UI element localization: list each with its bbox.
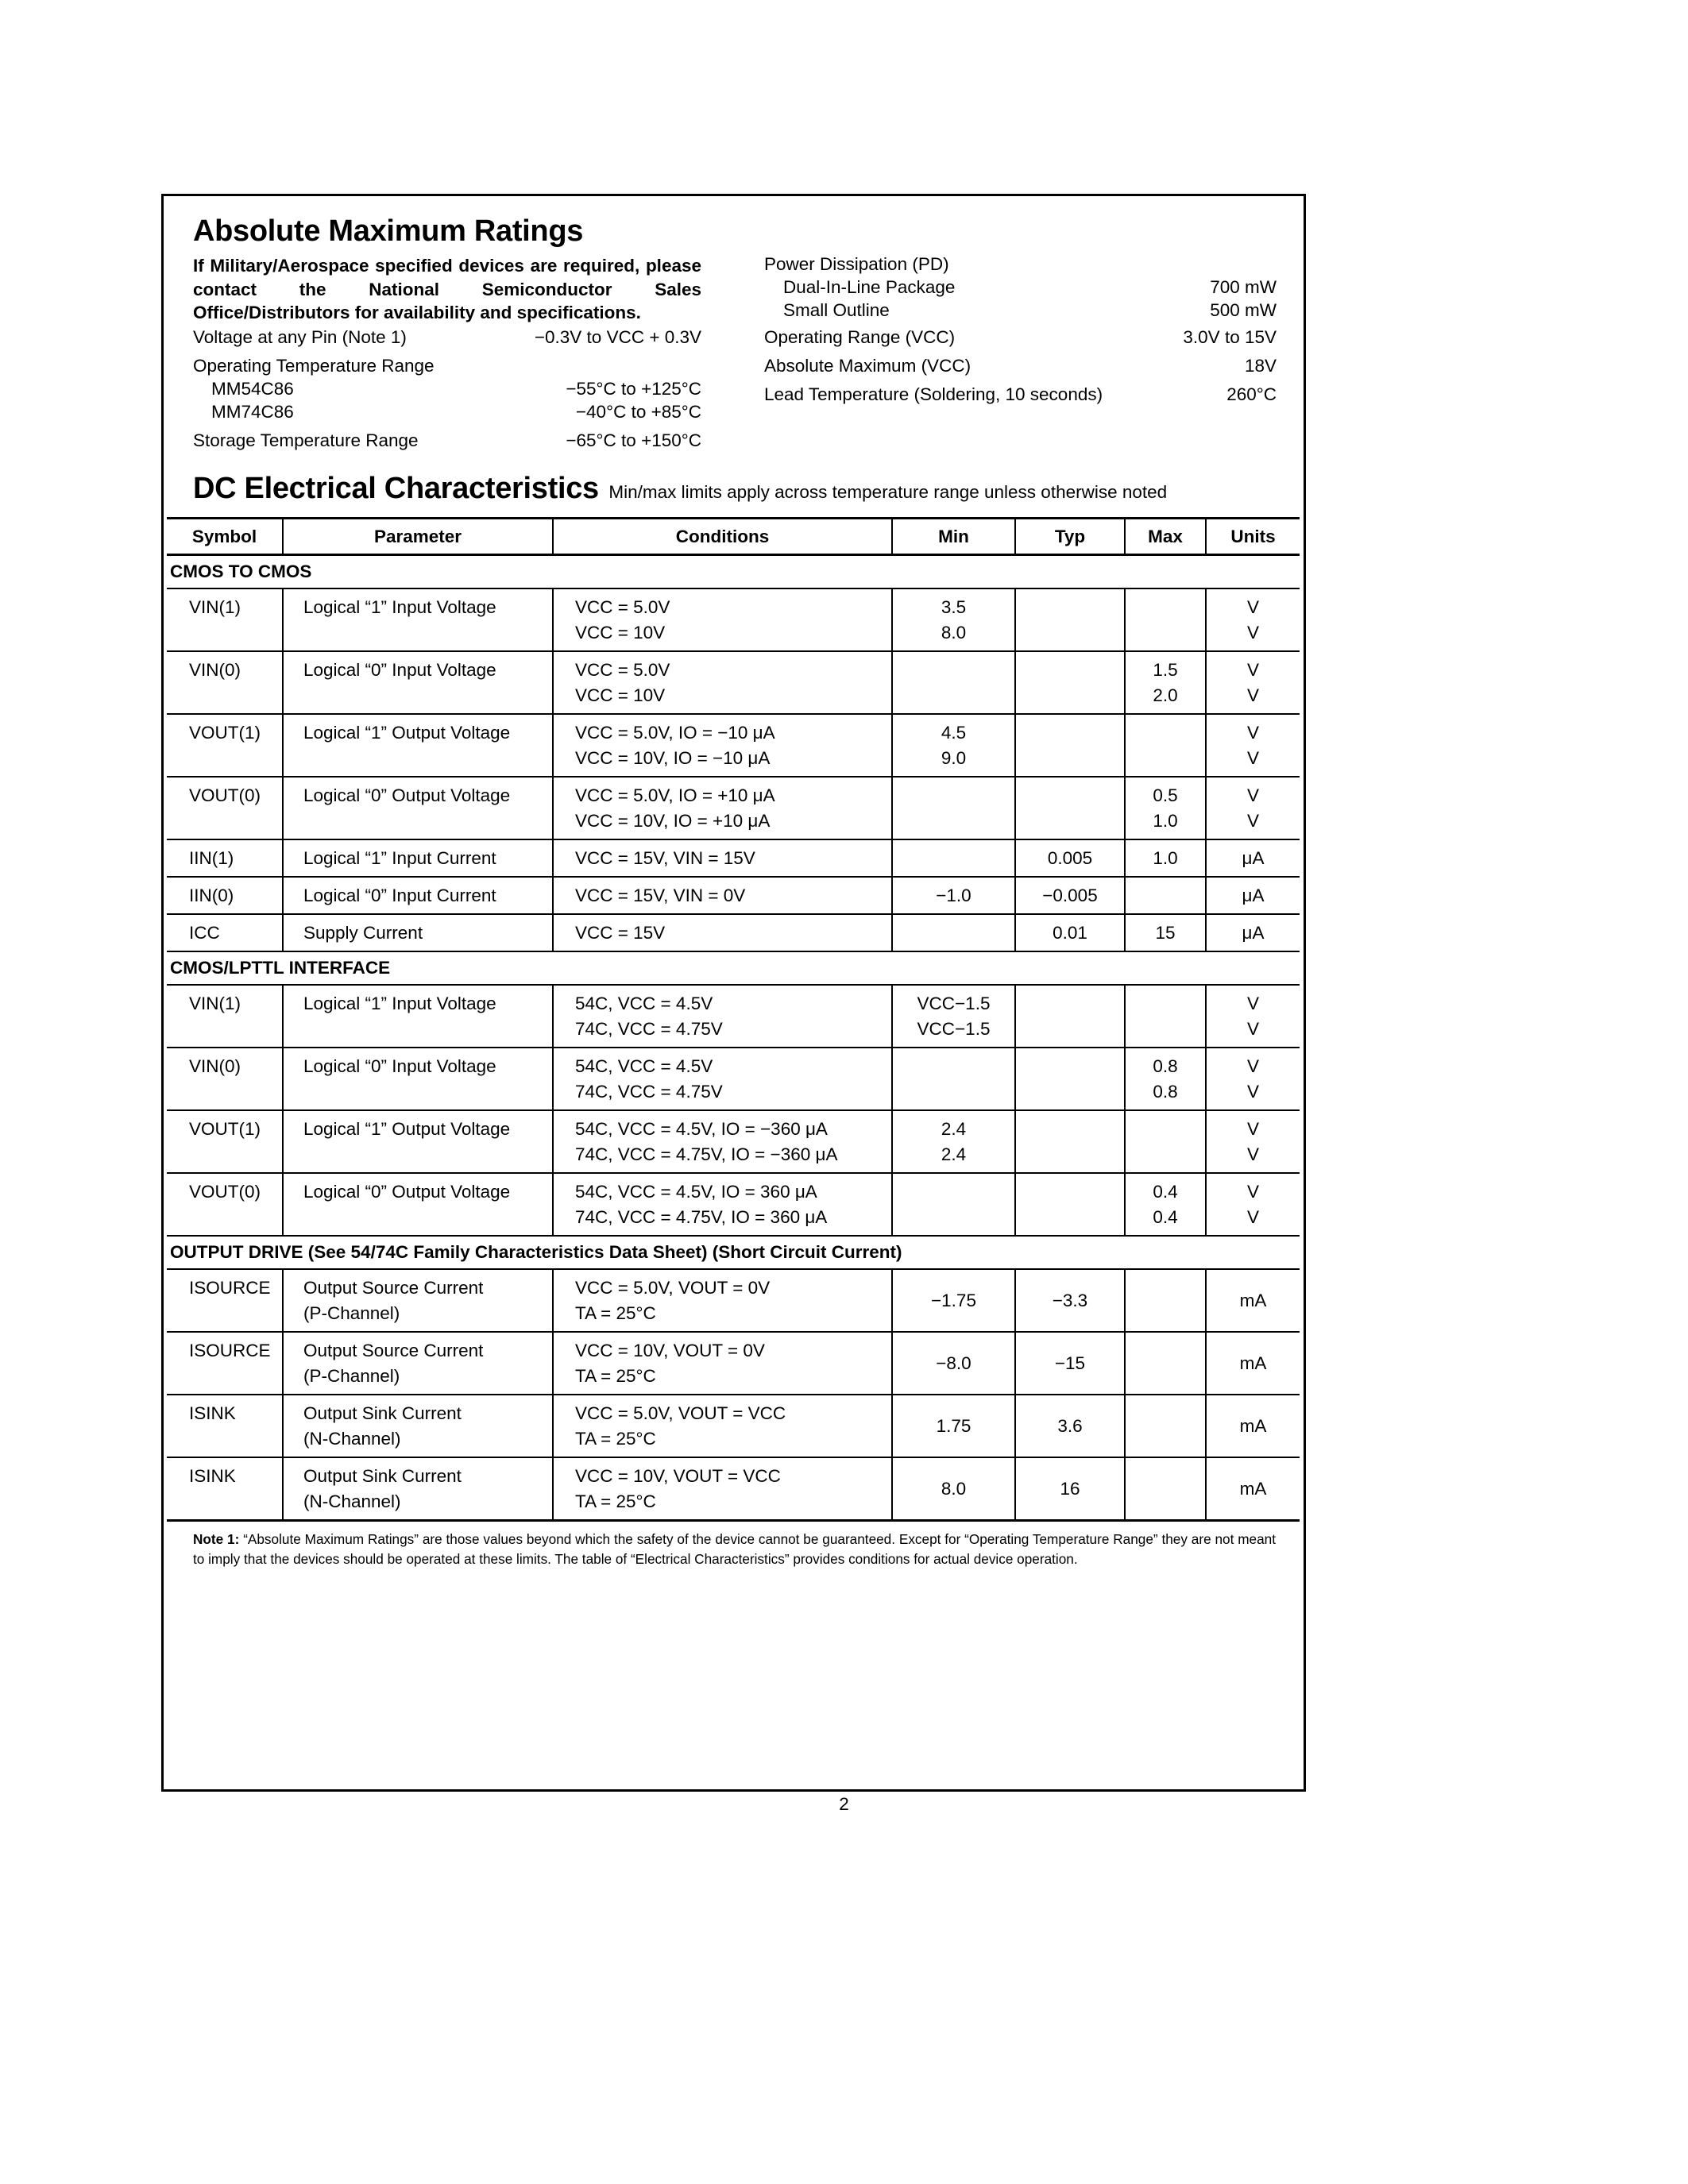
conditions-cell-line: 74C, VCC = 4.75V, IO = −360 μA [575,1144,838,1164]
table-row [167,877,1300,914]
min-cell [892,1457,1015,1521]
max-cell-line: 0.8 [1153,1082,1178,1102]
page-number: 2 [839,1794,849,1814]
symbol-cell-text: VOUT(1) [189,1119,261,1139]
max-cell-line: 0.5 [1153,785,1178,805]
section-row [167,1236,1300,1269]
conditions-cell-line: VCC = 10V [575,685,666,705]
conditions-cell [553,1110,892,1173]
symbol-cell-text: ISINK [189,1466,236,1486]
conditions-cell-line: 54C, VCC = 4.5V, IO = 360 μA [575,1182,817,1202]
rating-row [193,356,701,376]
rating-value: −0.3V to VCC + 0.3V [534,327,701,347]
parameter-cell-line: Output Sink Current [303,1403,462,1423]
conditions-cell-line: VCC = 5.0V [575,597,670,617]
conditions-cell-line: TA = 25°C [575,1366,656,1386]
conditions-cell-line: 74C, VCC = 4.75V [575,1082,723,1102]
rating-row [211,379,701,399]
min-cell-line: 1.75 [936,1416,971,1436]
units-cell [1206,877,1300,914]
conditions-cell-line: VCC = 15V, VIN = 15V [575,848,755,868]
min-cell-line: VCC−1.5 [917,1019,991,1039]
rating-row [764,384,1277,405]
min-cell-line: 8.0 [941,623,967,642]
column-header: Max [1125,519,1206,555]
conditions-cell [553,588,892,651]
units-cell [1206,1457,1300,1521]
min-cell [892,1332,1015,1395]
table-row [167,839,1300,877]
typ-cell-line: −3.3 [1052,1291,1088,1310]
parameter-cell-line: Supply Current [303,923,423,943]
units-cell-line: V [1246,1056,1259,1076]
table-row [167,1457,1300,1521]
parameter-cell [283,1457,553,1521]
typ-cell [1015,914,1125,951]
rating-value: −55°C to +125°C [566,379,701,399]
conditions-cell-line: VCC = 10V, VOUT = VCC [575,1466,781,1486]
units-cell [1206,1048,1300,1110]
symbol-cell [167,1048,283,1110]
min-cell [892,714,1015,777]
min-cell-line: 2.4 [941,1144,967,1164]
absolute-max-title: Absolute Maximum Ratings [193,214,584,248]
rating-row [764,356,1277,376]
parameter-cell [283,877,553,914]
symbol-cell [167,1173,283,1236]
conditions-cell [553,1173,892,1236]
conditions-cell [553,985,892,1048]
parameter-cell [283,1173,553,1236]
rating-row [211,402,701,423]
table-row [167,1332,1300,1395]
parameter-cell [283,651,553,714]
symbol-cell-text: ICC [189,923,220,943]
units-cell-line: μA [1242,923,1265,943]
units-cell-line: mA [1239,1479,1267,1499]
units-cell [1206,714,1300,777]
parameter-cell [283,839,553,877]
units-cell [1206,1395,1300,1457]
min-cell [892,651,1015,714]
section-title: CMOS/LPTTL INTERFACE [167,951,1300,985]
table-row [167,1048,1300,1110]
symbol-cell [167,1332,283,1395]
min-cell [892,1110,1015,1173]
max-cell [1125,588,1206,651]
units-cell-line: V [1246,1119,1259,1139]
typ-cell [1015,777,1125,839]
rating-label: Storage Temperature Range [193,430,419,450]
parameter-cell [283,914,553,951]
max-cell [1125,1269,1206,1332]
typ-cell-line: 0.01 [1053,923,1087,943]
units-cell-line: V [1246,811,1259,831]
min-cell-line: VCC−1.5 [917,994,991,1013]
max-cell [1125,651,1206,714]
min-cell [892,839,1015,877]
rating-label: Operating Temperature Range [193,356,435,376]
units-cell [1206,1173,1300,1236]
max-cell [1125,877,1206,914]
typ-cell-line: 0.005 [1047,848,1093,868]
rating-row [783,300,1277,321]
units-cell-line: mA [1239,1353,1267,1373]
max-cell-line: 2.0 [1153,685,1178,705]
military-notice: If Military/Aerospace specified devices are required, please contact the National Semiconductor Sales Office/Distributors for availability and specifications. [193,256,701,322]
table-row [167,714,1300,777]
parameter-cell-line: Logical “0” Output Voltage [303,1182,511,1202]
symbol-cell-text: VIN(1) [189,994,241,1013]
symbol-cell-text: VOUT(1) [189,723,261,743]
symbol-cell [167,714,283,777]
conditions-cell-line: VCC = 5.0V, VOUT = 0V [575,1278,771,1298]
units-cell-line: V [1246,685,1259,705]
rating-row [193,430,701,451]
rating-label: MM74C86 [211,402,294,422]
typ-cell-line: −15 [1054,1353,1086,1373]
max-cell [1125,1395,1206,1457]
parameter-cell-line: (P-Channel) [303,1366,400,1386]
parameter-cell-line: Logical “0” Input Voltage [303,1056,496,1076]
column-header: Units [1206,519,1300,555]
typ-cell [1015,651,1125,714]
units-cell-line: V [1246,1182,1259,1202]
typ-cell [1015,1395,1125,1457]
rating-value: 500 mW [1210,300,1277,320]
conditions-cell-line: VCC = 10V, IO = +10 μA [575,811,771,831]
units-cell [1206,839,1300,877]
conditions-cell-line: 74C, VCC = 4.75V, IO = 360 μA [575,1207,828,1227]
symbol-cell [167,1395,283,1457]
parameter-cell-line: Logical “0” Input Current [303,886,496,905]
column-header: Symbol [167,519,283,555]
max-cell [1125,839,1206,877]
typ-cell-line: 3.6 [1057,1416,1083,1436]
dc-title-block [193,472,1167,506]
max-cell [1125,1110,1206,1173]
parameter-cell-line: Logical “1” Output Voltage [303,1119,511,1139]
table-row [167,1173,1300,1236]
units-cell-line: mA [1239,1291,1267,1310]
max-cell-line: 1.0 [1153,848,1178,868]
max-cell-line: 0.8 [1153,1056,1178,1076]
parameter-cell [283,985,553,1048]
note-text: “Absolute Maximum Ratings” are those values beyond which the safety of the device cannot be guaranteed. Except for “Operating Temperature Range” they are not meant to imply that the devices should be operated at these limits. The table of “Electrical Characteristics” provides conditions for actual device operation. [193,1531,1276,1567]
column-header: Parameter [283,519,553,555]
units-cell-line: μA [1242,848,1265,868]
max-cell [1125,1173,1206,1236]
typ-cell [1015,877,1125,914]
section-title: CMOS TO CMOS [167,555,1300,589]
units-cell-line: V [1246,1207,1259,1227]
rating-value: −40°C to +85°C [575,402,701,422]
units-cell-line: V [1246,1019,1259,1039]
conditions-cell [553,1048,892,1110]
units-cell-line: V [1246,748,1259,768]
rating-label: Lead Temperature (Soldering, 10 seconds) [764,384,1103,404]
symbol-cell [167,588,283,651]
units-cell-line: mA [1239,1416,1267,1436]
table-row [167,777,1300,839]
parameter-cell [283,588,553,651]
parameter-cell-line: Logical “0” Input Voltage [303,660,496,680]
section-title: OUTPUT DRIVE (See 54/74C Family Characteristics Data Sheet) (Short Circuit Current) [167,1236,1300,1269]
typ-cell-line: 16 [1060,1479,1080,1499]
symbol-cell-text: IIN(0) [189,886,234,905]
symbol-cell [167,877,283,914]
symbol-cell [167,777,283,839]
units-cell [1206,588,1300,651]
conditions-cell-line: TA = 25°C [575,1491,656,1511]
max-cell [1125,714,1206,777]
typ-cell [1015,1457,1125,1521]
min-cell [892,914,1015,951]
max-cell [1125,1048,1206,1110]
typ-cell-line: −0.005 [1042,886,1098,905]
units-cell [1206,1332,1300,1395]
table-header-row [167,519,1300,555]
section-row [167,951,1300,985]
min-cell [892,777,1015,839]
typ-cell [1015,714,1125,777]
conditions-cell-line: VCC = 5.0V, IO = −10 μA [575,723,775,743]
conditions-cell [553,877,892,914]
symbol-cell-text: ISINK [189,1403,236,1423]
note-1 [193,1530,1276,1569]
units-cell-line: V [1246,623,1259,642]
rating-label: Small Outline [783,300,890,320]
min-cell-line: 9.0 [941,748,967,768]
column-header: Conditions [553,519,892,555]
parameter-cell-line: Output Source Current [303,1341,484,1360]
min-cell-line: 4.5 [941,723,967,743]
rating-value: 260°C [1226,384,1277,404]
parameter-cell [283,714,553,777]
typ-cell [1015,1269,1125,1332]
units-cell-line: V [1246,785,1259,805]
section-row [167,555,1300,589]
conditions-cell [553,1269,892,1332]
note-label: Note 1: [193,1531,240,1547]
min-cell-line: −1.0 [936,886,971,905]
conditions-cell [553,1332,892,1395]
typ-cell [1015,1173,1125,1236]
max-cell-line: 0.4 [1153,1182,1178,1202]
parameter-cell [283,777,553,839]
rating-label: Dual-In-Line Package [783,277,956,297]
max-cell-line: 0.4 [1153,1207,1178,1227]
min-cell [892,985,1015,1048]
max-cell-line: 15 [1155,923,1176,943]
parameter-cell-line: Output Sink Current [303,1466,462,1486]
min-cell [892,1269,1015,1332]
units-cell-line: V [1246,597,1259,617]
rating-value: −65°C to +150°C [566,430,701,450]
min-cell [892,1048,1015,1110]
units-cell [1206,1269,1300,1332]
conditions-cell [553,914,892,951]
symbol-cell-text: VIN(0) [189,1056,241,1076]
conditions-cell [553,651,892,714]
units-cell-line: V [1246,1082,1259,1102]
rating-value: 700 mW [1210,277,1277,297]
symbol-cell-text: IIN(1) [189,848,234,868]
min-cell [892,1395,1015,1457]
conditions-cell-line: VCC = 10V, IO = −10 μA [575,748,771,768]
rating-label: Operating Range (VCC) [764,327,956,347]
symbol-cell-text: VOUT(0) [189,785,261,805]
min-cell-line: −1.75 [931,1291,976,1310]
symbol-cell-text: VIN(0) [189,660,241,680]
table-row [167,1269,1300,1332]
conditions-cell [553,839,892,877]
symbol-cell-text: VOUT(0) [189,1182,261,1202]
conditions-cell-line: VCC = 5.0V [575,660,670,680]
parameter-cell-line: (N-Channel) [303,1491,401,1511]
units-cell [1206,651,1300,714]
dc-subtitle: Min/max limits apply across temperature range unless otherwise noted [608,482,1168,502]
rating-label: Power Dissipation (PD) [764,254,949,274]
typ-cell [1015,1048,1125,1110]
rating-value: 18V [1244,356,1277,376]
conditions-cell-line: VCC = 10V, VOUT = 0V [575,1341,765,1360]
dc-characteristics-table [167,517,1300,1522]
conditions-cell-line: 54C, VCC = 4.5V [575,994,713,1013]
typ-cell [1015,588,1125,651]
symbol-cell-text: ISOURCE [189,1278,271,1298]
max-cell [1125,777,1206,839]
conditions-cell [553,714,892,777]
parameter-cell-line: Logical “1” Output Voltage [303,723,511,743]
symbol-cell-text: VIN(1) [189,597,241,617]
typ-cell [1015,839,1125,877]
table-row [167,588,1300,651]
units-cell-line: V [1246,723,1259,743]
conditions-cell-line: VCC = 5.0V, IO = +10 μA [575,785,775,805]
max-cell [1125,1332,1206,1395]
conditions-cell [553,777,892,839]
max-cell [1125,1457,1206,1521]
typ-cell [1015,1332,1125,1395]
units-cell-line: V [1246,994,1259,1013]
table-row [167,1395,1300,1457]
rating-row [193,327,701,348]
conditions-cell-line: TA = 25°C [575,1429,656,1449]
conditions-cell [553,1395,892,1457]
max-cell [1125,914,1206,951]
conditions-cell-line: 74C, VCC = 4.75V [575,1019,723,1039]
column-header: Min [892,519,1015,555]
symbol-cell [167,839,283,877]
rating-label: Absolute Maximum (VCC) [764,356,971,376]
parameter-cell-line: (N-Channel) [303,1429,401,1449]
table-row [167,1110,1300,1173]
symbol-cell [167,1269,283,1332]
min-cell-line: 3.5 [941,597,967,617]
conditions-cell-line: VCC = 15V, VIN = 0V [575,886,746,905]
min-cell-line: 8.0 [941,1479,967,1499]
dc-title: DC Electrical Characteristics [193,472,599,505]
symbol-cell [167,1457,283,1521]
units-cell [1206,985,1300,1048]
min-cell [892,877,1015,914]
table-row [167,914,1300,951]
parameter-cell [283,1048,553,1110]
parameter-cell-line: Logical “1” Input Current [303,848,496,868]
parameter-cell-line: Logical “1” Input Voltage [303,597,496,617]
parameter-cell [283,1395,553,1457]
units-cell-line: μA [1242,886,1265,905]
typ-cell [1015,1110,1125,1173]
units-cell [1206,777,1300,839]
parameter-cell [283,1332,553,1395]
parameter-cell [283,1269,553,1332]
units-cell [1206,1110,1300,1173]
conditions-cell-line: VCC = 15V [575,923,666,943]
units-cell [1206,914,1300,951]
symbol-cell [167,651,283,714]
typ-cell [1015,985,1125,1048]
rating-row [764,254,1277,275]
parameter-cell-line: Logical “0” Output Voltage [303,785,511,805]
units-cell-line: V [1246,660,1259,680]
conditions-cell-line: TA = 25°C [575,1303,656,1323]
symbol-cell [167,985,283,1048]
min-cell [892,588,1015,651]
rating-label: MM54C86 [211,379,294,399]
max-cell-line: 1.5 [1153,660,1178,680]
parameter-cell-line: Output Source Current [303,1278,484,1298]
symbol-cell [167,914,283,951]
units-cell-line: V [1246,1144,1259,1164]
table-row [167,985,1300,1048]
conditions-cell-line: 54C, VCC = 4.5V [575,1056,713,1076]
min-cell [892,1173,1015,1236]
max-cell-line: 1.0 [1153,811,1178,831]
table-body [167,555,1300,1521]
conditions-cell-line: VCC = 10V [575,623,666,642]
conditions-cell [553,1457,892,1521]
conditions-cell-line: 54C, VCC = 4.5V, IO = −360 μA [575,1119,828,1139]
parameter-cell [283,1110,553,1173]
max-cell [1125,985,1206,1048]
symbol-cell-text: ISOURCE [189,1341,271,1360]
rating-row [764,327,1277,348]
parameter-cell-line: Logical “1” Input Voltage [303,994,496,1013]
rating-label: Voltage at any Pin (Note 1) [193,327,407,347]
rating-value: 3.0V to 15V [1183,327,1277,347]
column-header: Typ [1015,519,1125,555]
min-cell-line: −8.0 [936,1353,971,1373]
parameter-cell-line: (P-Channel) [303,1303,400,1323]
table-row [167,651,1300,714]
min-cell-line: 2.4 [941,1119,967,1139]
symbol-cell [167,1110,283,1173]
rating-row [783,277,1277,298]
conditions-cell-line: VCC = 5.0V, VOUT = VCC [575,1403,786,1423]
